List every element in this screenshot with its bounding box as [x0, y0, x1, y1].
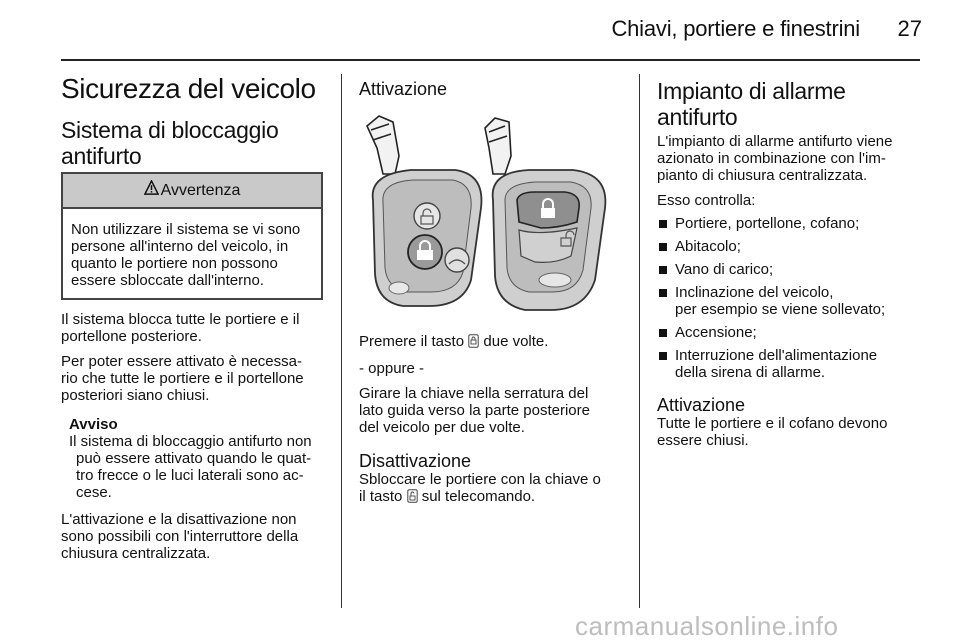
- paragraph: Tutte le portiere e il cofano devono essere chiusi.: [657, 415, 888, 449]
- note: Avviso Il sistema di bloccaggio antifurto non può essere attivato quando le quat- tro frecce o le luci laterali sono ac- cese.: [69, 416, 337, 501]
- unlock-button-icon: [407, 489, 418, 507]
- alarm-activation-heading: Attivazione: [657, 395, 746, 415]
- right-fob: [493, 170, 606, 310]
- middle-body: [359, 333, 635, 507]
- paragraph: Premere il tasto due volte.: [359, 333, 549, 350]
- left-fob: [373, 170, 482, 306]
- paragraph: Girare la chiave nella serratura del lato guida verso la parte posteriore del veicolo per due volte.: [359, 385, 590, 436]
- column-divider-right: [639, 74, 640, 608]
- remote-key-illustration: [359, 104, 621, 326]
- alarm-title: Impianto di allarme antifurto: [657, 78, 846, 130]
- paragraph: Sbloccare le portiere con la chiave o il tasto sul telecomando.: [359, 471, 601, 505]
- paragraph: L'impianto di allarme antifurto viene azionato in combinazione con l'im- pianto di chiusura centralizzata.: [657, 133, 893, 184]
- list-item: Accensione;: [657, 324, 933, 341]
- list-item: Vano di carico;: [657, 261, 933, 278]
- left-body: [61, 311, 337, 562]
- section-subtitle: Sistema di bloccaggio antifurto: [61, 117, 279, 169]
- paragraph: Il sistema blocca tutte le portiere e il portellone posteriore.: [61, 311, 300, 345]
- list-item: Abitacolo;: [657, 238, 933, 255]
- page-number: 27: [897, 16, 922, 41]
- paragraph: Esso controlla:: [657, 192, 756, 209]
- running-header-title: Chiavi, portiere e finestrini: [611, 16, 860, 41]
- note-title: Avviso: [69, 416, 118, 433]
- list-item: Inclinazione del veicolo, per esempio se viene sollevato;: [657, 284, 933, 318]
- column-divider-left: [341, 74, 342, 608]
- warning-text: Non utilizzare il sistema se vi sono persone all'interno del veicolo, in quanto le portiere non possono essere sbloccate dall'interno.: [71, 221, 301, 289]
- paragraph: L'attivazione e la disattivazione non sono possibili con l'interruttore della chiusura centralizzata.: [61, 511, 299, 562]
- deactivation-heading: Disattivazione: [359, 451, 472, 471]
- activation-heading: Attivazione: [359, 79, 448, 99]
- watermark: carmanualsonline.info: [575, 611, 839, 641]
- warning-icon: [144, 174, 159, 207]
- list-item: Interruzione dell'alimentazione della sirena di allarme.: [657, 347, 933, 381]
- header-divider: [61, 59, 920, 61]
- paragraph: Per poter essere attivato è necessa- rio che tutte le portiere e il portellone posteriori siano chiusi.: [61, 353, 304, 404]
- list-item: Portiere, portellone, cofano;: [657, 215, 933, 232]
- paragraph: - oppure -: [359, 360, 425, 377]
- section-title: Sicurezza del veicolo: [61, 73, 316, 104]
- warning-box: [61, 172, 323, 300]
- right-body: [657, 133, 933, 449]
- controls-list: [657, 215, 933, 381]
- lock-button-icon: [468, 334, 479, 352]
- warning-heading: Avvertenza: [63, 174, 321, 209]
